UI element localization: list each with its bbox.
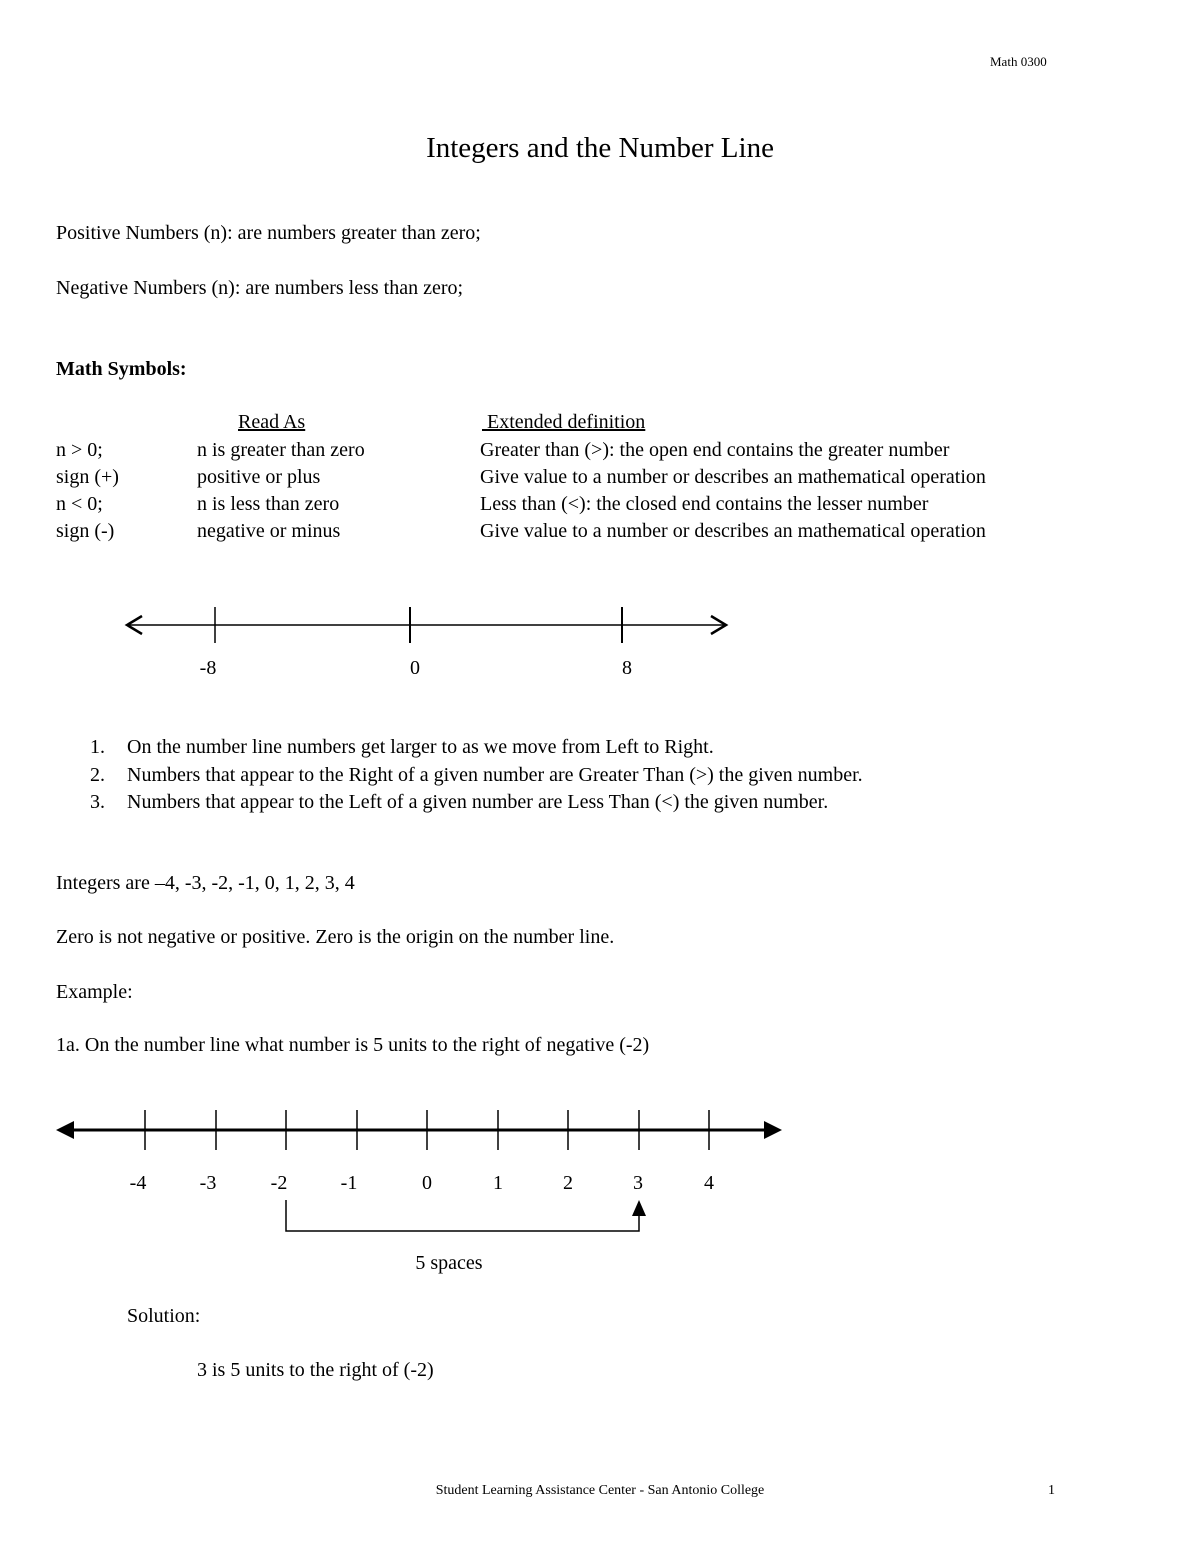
symbol-cell: sign (+) (56, 466, 119, 488)
tick-label: -1 (340, 1172, 358, 1194)
footer-text: Student Learning Assistance Center - San Antonio College (435, 1483, 765, 1498)
page-number: 1 (1048, 1483, 1055, 1498)
tick-label: 4 (704, 1172, 714, 1194)
read-as-column-header: Read As (238, 411, 306, 433)
number-line-example (0, 1100, 820, 1290)
rule-text: Numbers that appear to the Left of a given number are Less Than (<) the given number. (127, 791, 829, 813)
positive-definition: Positive Numbers (n): are numbers greater than zero; (56, 222, 481, 244)
solution-text: 3 is 5 units to the right of (-2) (197, 1359, 434, 1381)
example-label: Example: (56, 981, 133, 1003)
rule-number: 3. (90, 791, 105, 813)
extended-cell: Less than (<): the closed end contains the lesser number (480, 493, 929, 515)
zero-statement: Zero is not negative or positive. Zero is the origin on the number line. (56, 926, 615, 948)
tick-label: 0 (422, 1172, 432, 1194)
rule-text: Numbers that appear to the Right of a given number are Greater Than (>) the given number. (127, 764, 863, 786)
rule-text: On the number line numbers get larger to as we move from Left to Right. (127, 736, 714, 758)
tick-label: 2 (563, 1172, 573, 1194)
tick-label: -8 (199, 657, 217, 679)
read-as-cell: n is greater than zero (197, 439, 365, 461)
extended-cell: Greater than (>): the open end contains the greater number (480, 439, 950, 461)
bracket-line (286, 1200, 639, 1231)
tick-label: 8 (622, 657, 632, 679)
rule-number: 1. (90, 736, 105, 758)
bracket-label: 5 spaces (415, 1252, 483, 1274)
read-as-cell: n is less than zero (197, 493, 340, 515)
tick-label: 0 (410, 657, 420, 679)
symbol-cell: n > 0; (56, 439, 103, 461)
course-code: Math 0300 (990, 54, 1047, 69)
up-arrow-icon (632, 1200, 646, 1216)
read-as-cell: negative or minus (197, 520, 341, 542)
extended-definition-column-header: Extended definition (487, 411, 646, 433)
symbol-cell: n < 0; (56, 493, 103, 515)
integers-statement: Integers are –4, -3, -2, -1, 0, 1, 2, 3, 4 (56, 872, 355, 894)
tick-label: -4 (129, 1172, 147, 1194)
tick-label: -3 (199, 1172, 217, 1194)
extended-cell: Give value to a number or describes an mathematical operation (480, 520, 986, 542)
left-arrow-icon (56, 1121, 74, 1139)
math-symbols-heading: Math Symbols: (56, 358, 187, 380)
page-title: Integers and the Number Line (426, 132, 774, 164)
symbol-cell: sign (-) (56, 520, 115, 542)
negative-definition: Negative Numbers (n): are numbers less than zero; (56, 277, 464, 299)
right-arrow-icon (764, 1121, 782, 1139)
example-question: 1a. On the number line what number is 5 units to the right of negative (-2) (56, 1034, 650, 1056)
tick-label: 3 (633, 1172, 643, 1194)
tick-label: -2 (270, 1172, 288, 1194)
extended-cell: Give value to a number or describes an mathematical operation (480, 466, 986, 488)
solution-label: Solution: (127, 1305, 201, 1327)
number-line-simple (0, 590, 800, 690)
read-as-cell: positive or plus (197, 466, 321, 488)
rule-number: 2. (90, 764, 105, 786)
tick-label: 1 (493, 1172, 503, 1194)
